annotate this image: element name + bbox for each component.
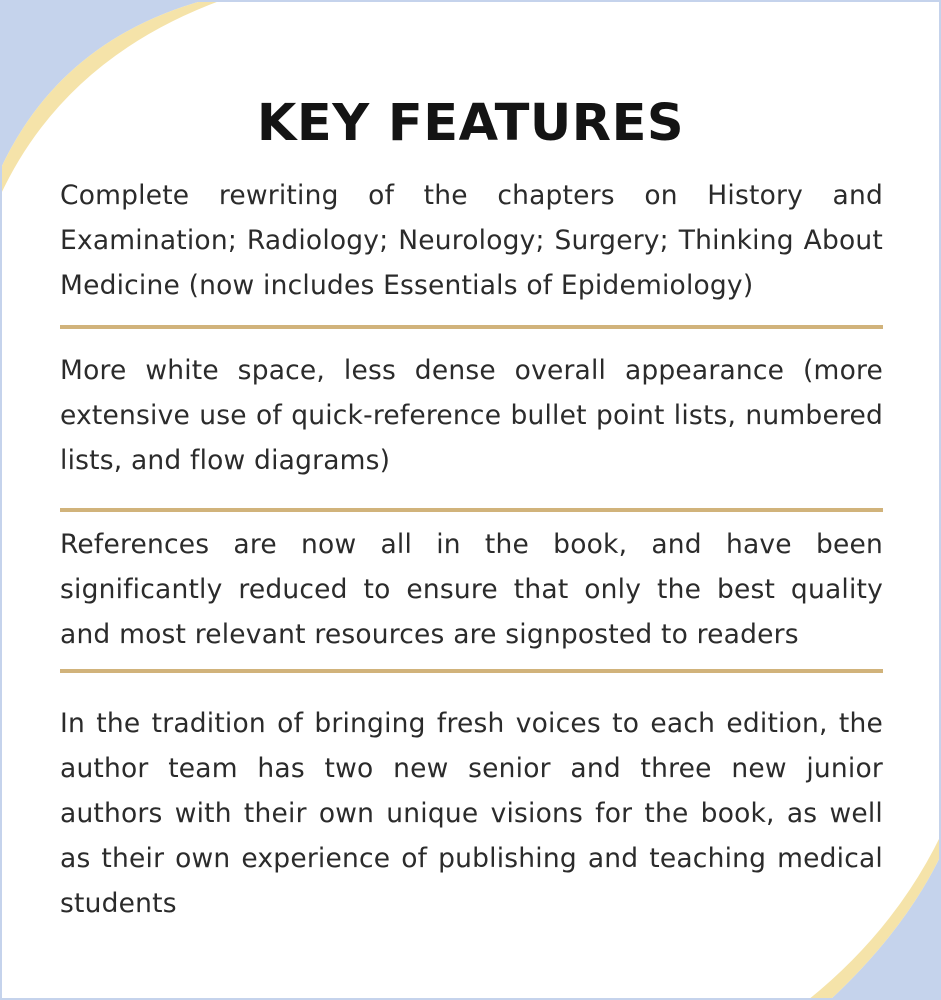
divider-2 xyxy=(60,508,883,512)
feature-item-4: In the tradition of bringing fresh voices to each edition, the author team has two new senior and three new junior authors with their own unique visions for the book, as well as their own experience of publishing and teaching medical students xyxy=(60,708,883,919)
divider-3 xyxy=(60,669,883,673)
page-title: KEY FEATURES xyxy=(256,94,685,154)
divider-1 xyxy=(60,325,883,329)
feature-item-3: References are now all in the book, and have been significantly reduced to ensure that only the best quality and most relevant resources are signposted to readers xyxy=(60,529,883,650)
feature-item-2: More white space, less dense overall appearance (more extensive use of quick-reference bullet point lists, numbered lists, and flow diagrams) xyxy=(60,355,883,476)
feature-item-1: Complete rewriting of the chapters on History and Examination; Radiology; Neurology; Surgery; Thinking About Medicine (now includes Essentials of Epidemiology) xyxy=(60,180,883,301)
